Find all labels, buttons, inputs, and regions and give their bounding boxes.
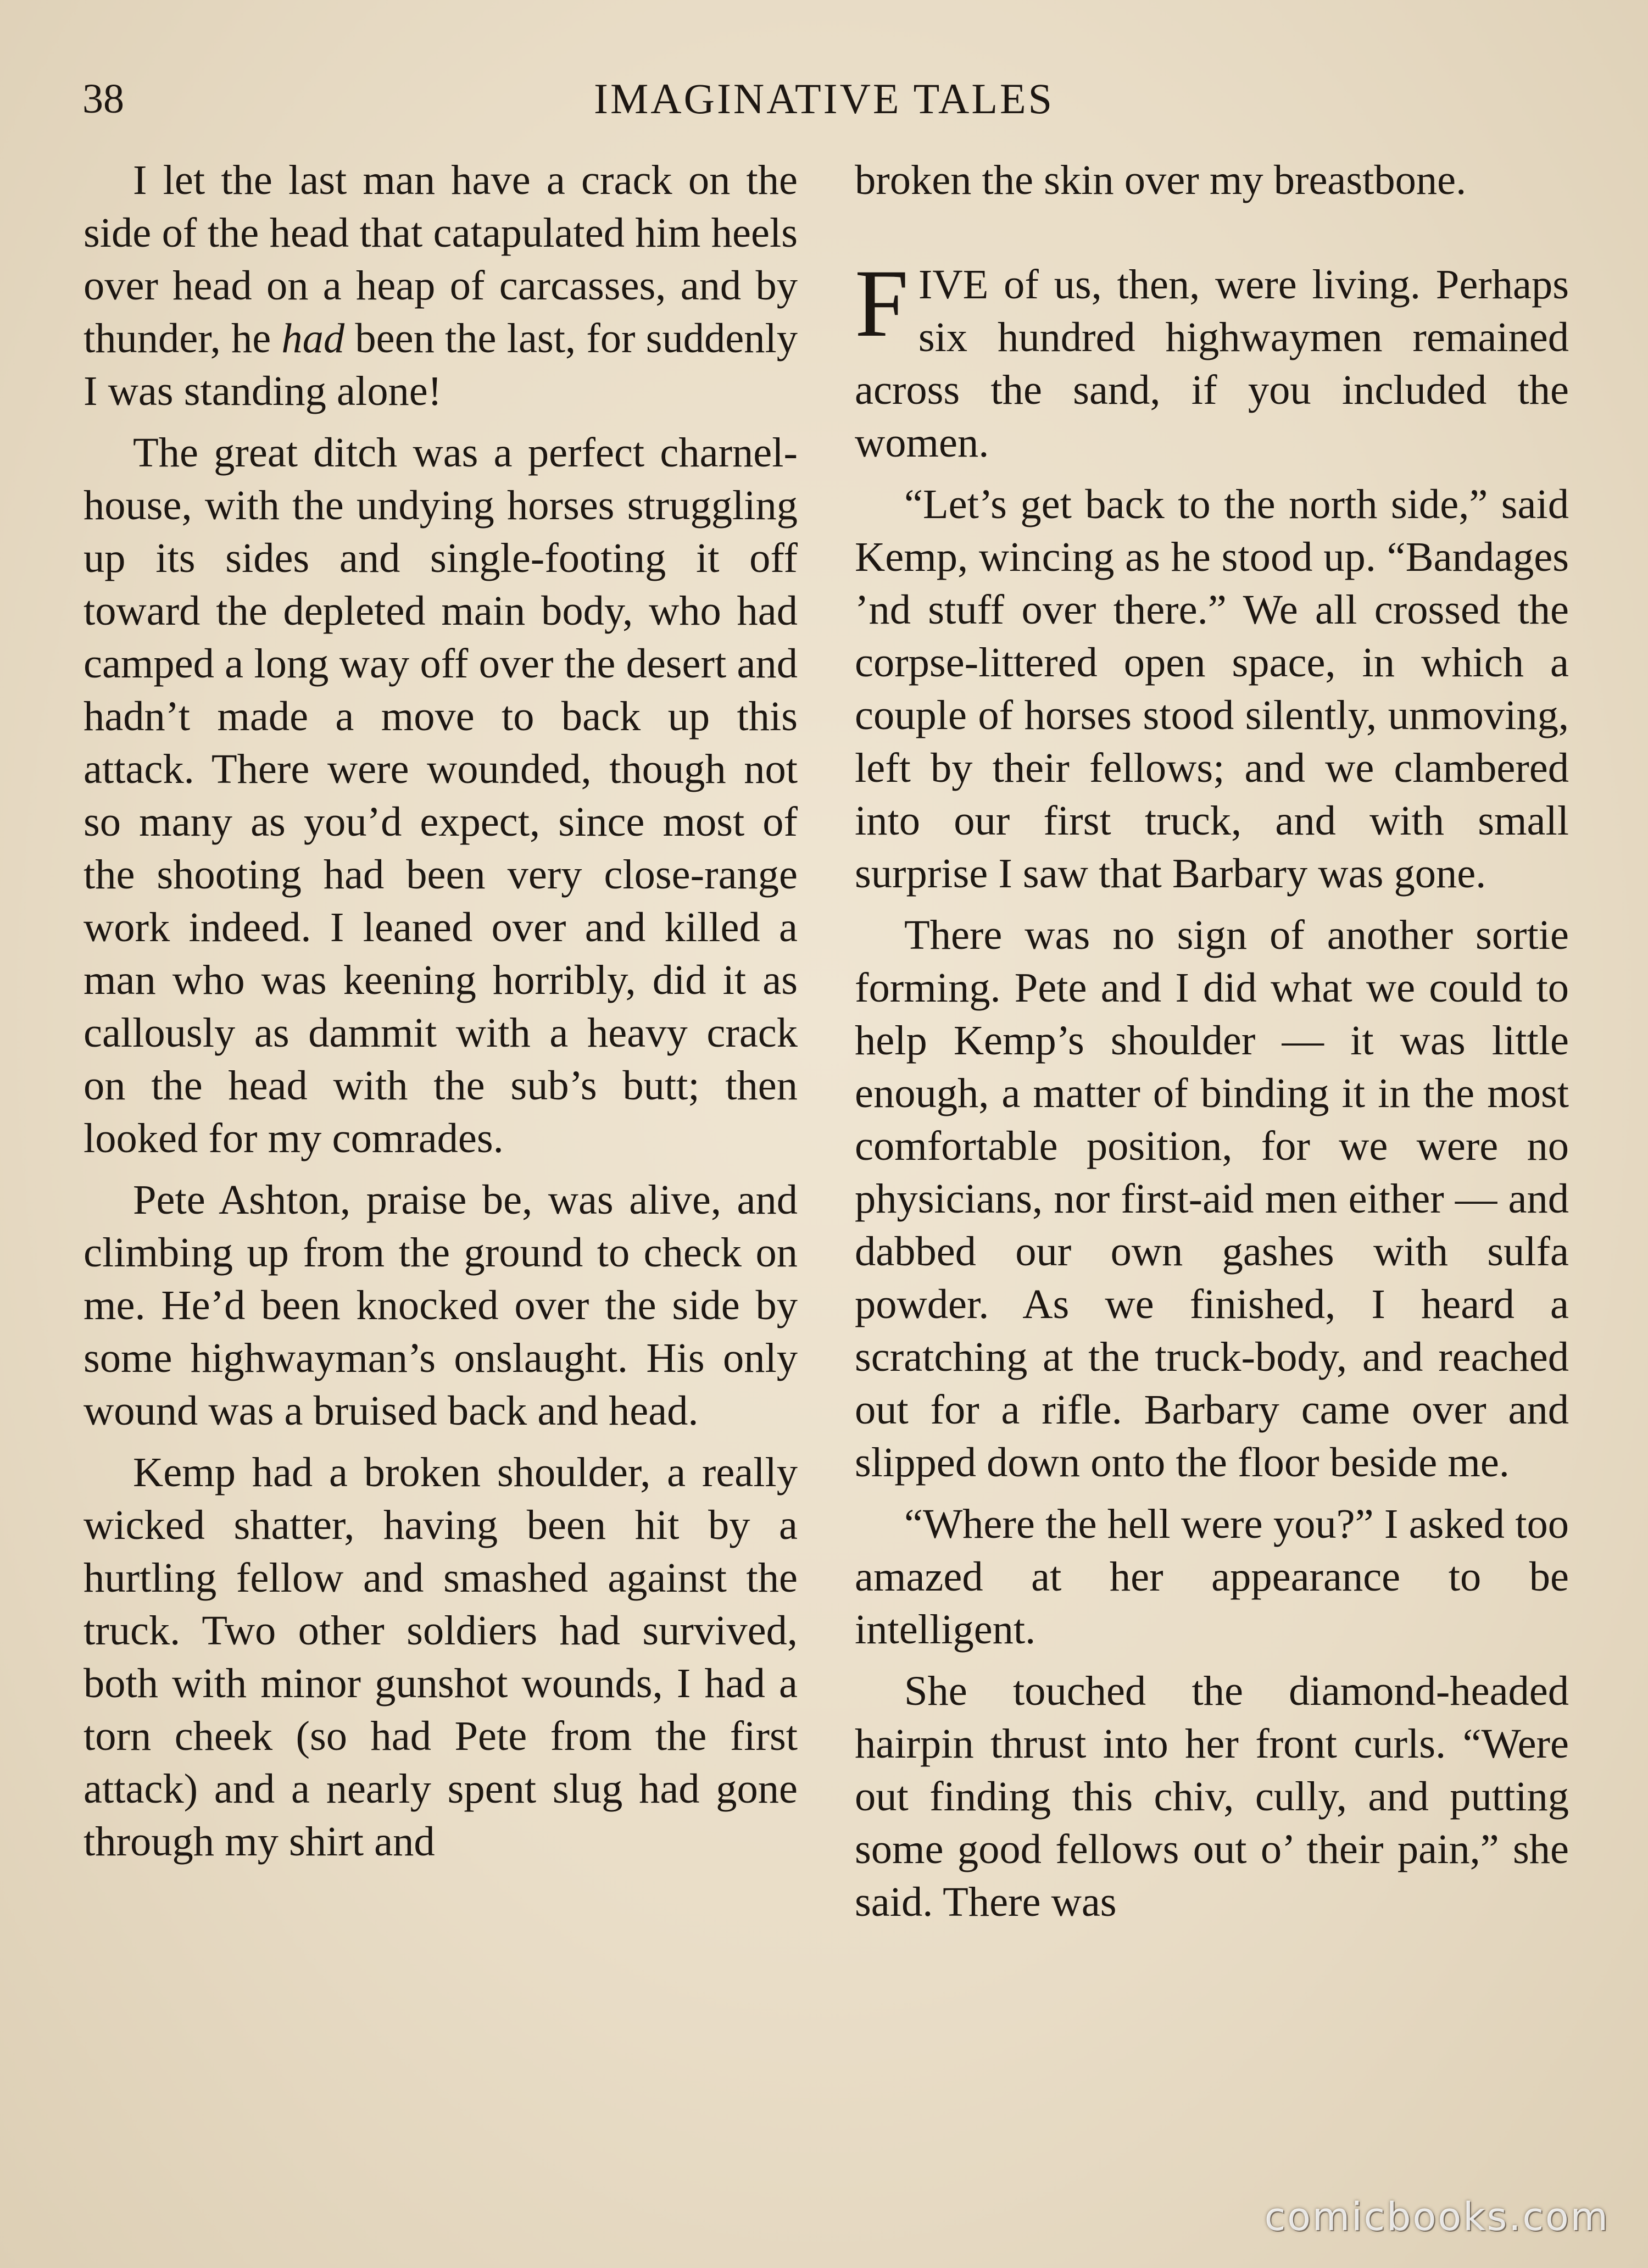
drop-cap: F bbox=[855, 250, 909, 357]
paragraph: broken the skin over my breastbone. bbox=[855, 157, 1467, 203]
left-column bbox=[83, 154, 798, 1877]
small-caps-lead: IVE bbox=[918, 261, 989, 308]
text-run: I let the last man have a crack on the side of the head that catapulated him heels over head on a heap of carcasses, and by thunder, he bbox=[83, 157, 798, 362]
text-run: of us, then, were living. Perhaps six hundred highwaymen remained across the sand, if you included the women. bbox=[855, 261, 1569, 466]
paragraph: She touched the diamond-headed hairpin thrust into her front curls. “Were out finding this chiv, cully, and putting some good fellows out o’ their pain,” she said. There was bbox=[855, 1667, 1569, 1925]
paragraph: Pete Ashton, praise be, was alive, and climbing up from the ground to check on me. He’d been knocked over the side by some highwayman’s onslaught. His only wound was a bruised back and head. bbox=[83, 1176, 798, 1434]
text-run: been the last, for suddenly I was standing alone! bbox=[83, 315, 798, 414]
paragraph: There was no sign of another sortie forming. Pete and I did what we could to help Kemp’s shoulder — it was little enough, a matter of binding it in the most comfortable position, for we were no physicians, nor first-aid men either — and dabbed our own gashes with sulfa powder. As we finished, I heard a scratching at the truck-body, and reached out for a rifle. Barbary came over and slipped down onto the floor beside me. bbox=[855, 911, 1569, 1486]
paragraph-with-dropcap bbox=[855, 250, 1569, 469]
running-title: IMAGINATIVE TALES bbox=[593, 75, 1055, 123]
paragraph: Kemp had a broken shoulder, a really wicked shatter, having been hit by a hurtling fellow and smashed against the truck. Two other soldiers had survived, both with minor gunshot wounds, I had a torn cheek (so had Pete from the first attack) and a nearly spent slug had gone through my shirt and bbox=[83, 1449, 798, 1865]
page-header bbox=[82, 66, 1566, 132]
paragraph: The great ditch was a perfect charnel-house, with the undying horses struggling up its sides and single-footing it off toward the depleted main body, who had camped a long way off over the desert and hadn’t made a move to back up this attack. There were wounded, though not so many as you’d expect, since most of the shooting had been very close-range work indeed. I leaned over and killed a man who was keening horribly, did it as callously as dammit with a heavy crack on the head with the sub’s butt; then looked for my comrades. bbox=[83, 429, 798, 1161]
page-number: 38 bbox=[82, 76, 124, 122]
paragraph bbox=[83, 154, 798, 418]
watermark: comicbooks.com bbox=[1264, 2194, 1610, 2239]
paragraph: “Where the hell were you?” I asked too amazed at her appearance to be intelligent. bbox=[855, 1500, 1569, 1653]
right-column bbox=[855, 154, 1569, 1937]
paragraph: “Let’s get back to the north side,” said Kemp, wincing as he stood up. “Bandages ’nd stuff over there.” We all crossed the corpse-littered open space, in which a couple of horses stood silently, unmoving, left by their fellows; and we clambered into our first truck, and with small surprise I saw that Barbary was gone. bbox=[855, 481, 1569, 897]
emphasis: had bbox=[281, 315, 345, 362]
